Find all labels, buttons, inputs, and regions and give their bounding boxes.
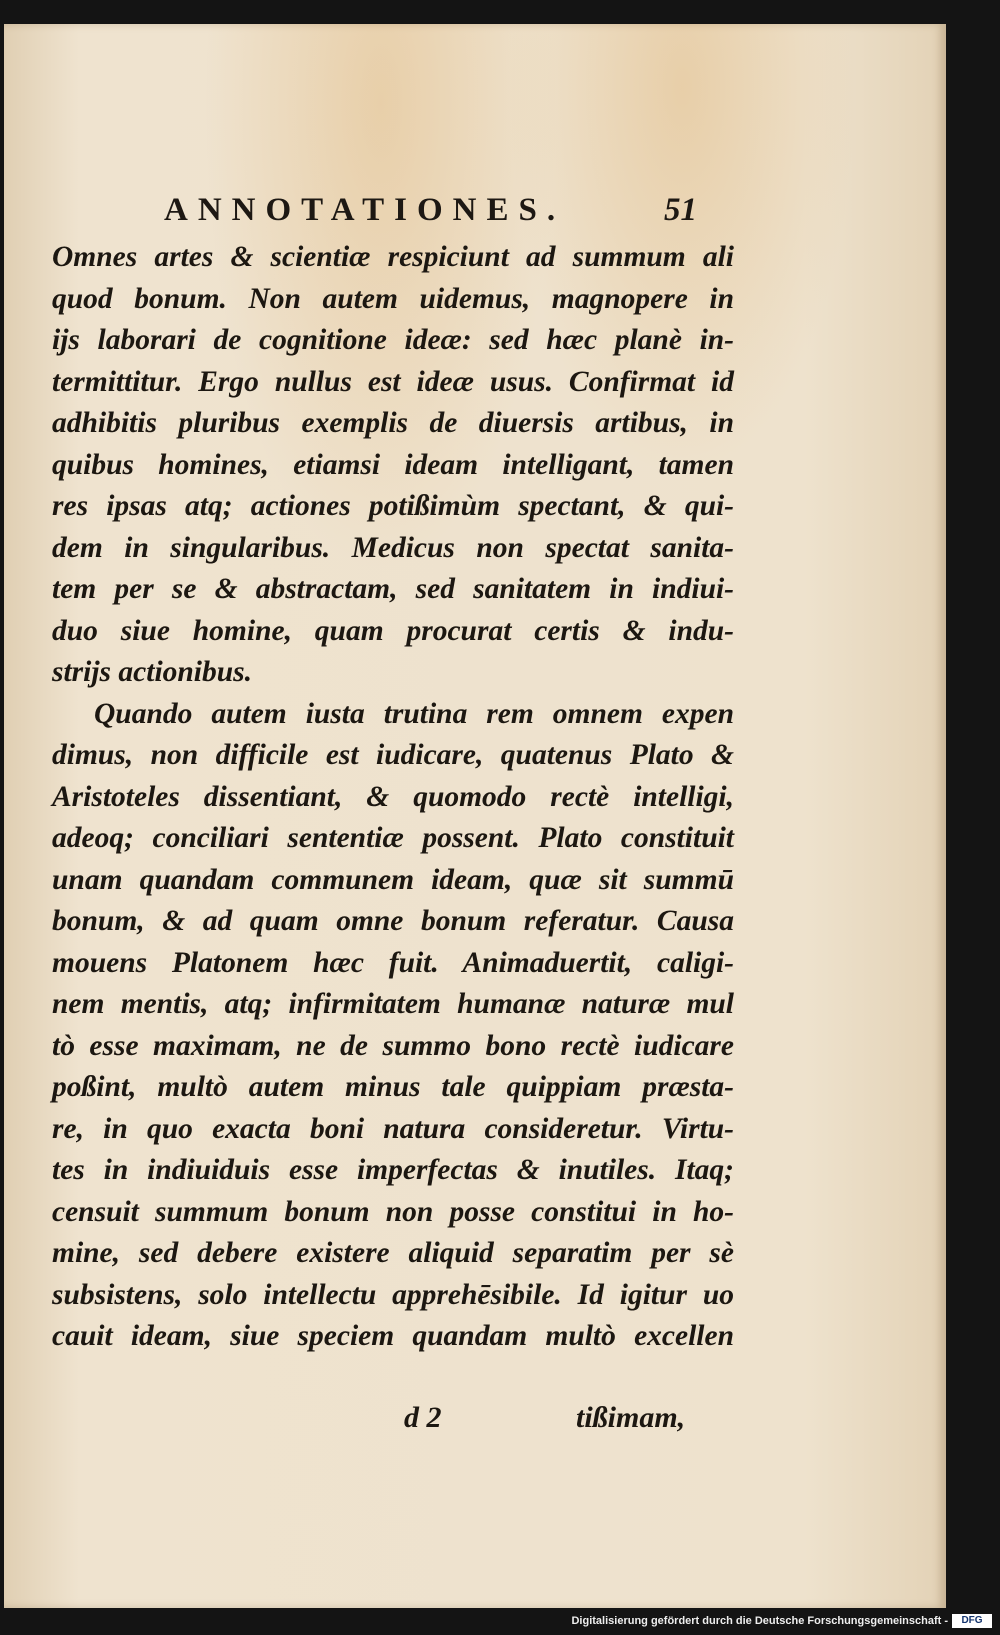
page-number: 51 [664, 192, 697, 228]
text-line: mouens Platonem hæc fuit. Animaduertit, caligi- [52, 946, 734, 979]
text-line: res ipsas atq; actiones potißimùm spectant, & qui- [52, 490, 734, 522]
text-line: tes in indiuiduis esse imperfectas & inutiles. Itaq; [52, 1154, 734, 1186]
text-line: dimus, non difficile est iudicare, quatenus Plato & [52, 739, 734, 771]
text-line: duo siue homine, quam procurat certis & indu- [52, 614, 734, 647]
text-line: mine, sed debere existere aliquid separatim per sè [52, 1237, 734, 1269]
page-footer [4, 1401, 946, 1445]
text-line: dem in singularibus. Medicus non spectat sanita- [52, 531, 734, 564]
text-line: termittitur. Ergo nullus est ideæ usus. Confirmat id [52, 365, 734, 398]
text-line: subsistens, solo intellectu apprehēsibile. Id igitur uo [52, 1278, 734, 1311]
catchword: tißimam, [576, 1401, 686, 1434]
book-page [4, 24, 946, 1608]
text-line: poßint, multò autem minus tale quippiam præsta- [52, 1071, 734, 1103]
paragraph-start-line: Quando autem iusta trutina rem omnem expen [94, 697, 734, 730]
text-line: tò esse maximam, ne de summo bono rectè iudicare [52, 1029, 734, 1062]
text-line: bonum, & ad quam omne bonum referatur. Causa [52, 905, 734, 937]
text-line: unam quandam communem ideam, quæ sit summū [52, 863, 734, 896]
text-line: re, in quo exacta boni natura consideretur. Virtu- [52, 1112, 734, 1145]
text-line: Aristoteles dissentiant, & quomodo rectè intelligi, [52, 780, 734, 813]
text-line: Omnes artes & scientiæ respiciunt ad summum ali [52, 241, 734, 273]
digitization-credit: Digitalisierung gefördert durch die Deutsche Forschungsgemeinschaft - [571, 1615, 948, 1627]
body-text [52, 237, 734, 1358]
text-line: adhibitis pluribus exemplis de diuersis artibus, in [52, 407, 734, 439]
text-line: quod bonum. Non autem uidemus, magnopere in [52, 282, 734, 315]
text-line: quibus homines, etiamsi ideam intelligant, tamen [52, 448, 734, 481]
signature-mark: d 2 [404, 1401, 442, 1434]
text-line: ijs laborari de cognitione ideæ: sed hæc planè in- [52, 324, 734, 356]
text-line: censuit summum bonum non posse constitui in ho- [52, 1195, 734, 1228]
dfg-logo: DFG [952, 1614, 992, 1628]
text-line: tem per se & abstractam, sed sanitatem in indiui- [52, 573, 734, 605]
text-line: adeoq; conciliari sententiæ possent. Plato constituit [52, 822, 734, 854]
page-header [4, 192, 946, 236]
text-line: cauit ideam, siue speciem quandam multò excellen [52, 1320, 734, 1352]
text-line: nem mentis, atq; infirmitatem humanæ naturæ mul [52, 988, 734, 1020]
text-line: strijs actionibus. [52, 656, 253, 688]
running-head: ANNOTATIONES. [164, 192, 566, 228]
